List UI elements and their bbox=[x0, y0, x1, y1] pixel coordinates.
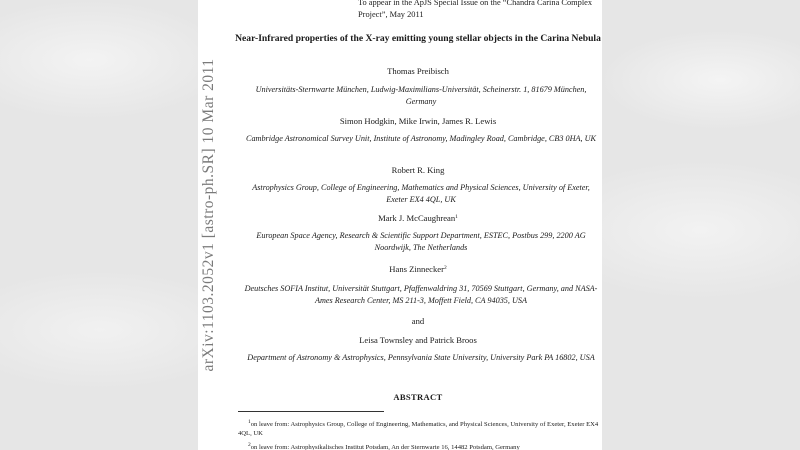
author-line: Thomas Preibisch bbox=[387, 66, 449, 76]
paper-page bbox=[198, 0, 602, 450]
and-word: and bbox=[411, 316, 425, 326]
abstract-heading: ABSTRACT bbox=[393, 392, 443, 402]
footnote: $^2$on leave from: Astrophysikalisches Institut Potsdam, An der Sternwarte 16, 14482 Potsdam, Germany bbox=[248, 442, 520, 450]
paper-title: Near-Infrared properties of the X-ray emitting young stellar objects in the Carina Nebula bbox=[235, 33, 601, 44]
affiliation: Department of Astronomy & Astrophysics, Pennsylvania State University, University Park PA 16802, USA bbox=[247, 353, 595, 362]
affiliation: European Space Agency, Research & Scientific Support Department, ESTEC, Postbus 299, 2200 AG Noordwijk, The Netherlands bbox=[256, 231, 586, 252]
affiliation: Deutsches SOFIA Institut, Universität Stuttgart, Pfaffenwaldring 31, 70569 Stuttgart, Germany, and NASA-Ames Research Center, MS 211-3, Moffett Field, CA 94035, USA bbox=[244, 284, 598, 305]
affiliation: Cambridge Astronomical Survey Unit, Institute of Astronomy, Madingley Road, Cambridge, CB3 0HA, UK bbox=[246, 134, 596, 143]
affiliation: Astrophysics Group, College of Engineering, Mathematics and Physical Sciences, University of Exeter, Exeter EX4 4QL, UK bbox=[252, 183, 590, 204]
footnote-mark: 2 bbox=[443, 265, 447, 271]
footnote: $^1$on leave from: Astrophysics Group, College of Engineering, Mathematics, and Physical Sciences, University of Exeter, Exeter EX4 4QL, UK bbox=[238, 419, 599, 438]
affiliation: Universitäts-Sternwarte München, Ludwig-Maximilians-Universität, Scheinerstr. 1, 81679 München, Germany bbox=[255, 85, 587, 106]
author-line: Robert R. King bbox=[391, 165, 445, 175]
author-line: Simon Hodgkin, Mike Irwin, James R. Lewis bbox=[339, 116, 497, 126]
author-line: Mark J. McCaughrean$^1$ bbox=[378, 213, 458, 223]
author-line: Hans Zinnecker$^2$ bbox=[389, 264, 447, 274]
journal-note: To appear in the ApJS Special Issue on the “Chandra Carina Complex Project”, May 2011 bbox=[358, 0, 593, 19]
footnote-rule bbox=[238, 411, 384, 412]
author-line: Leisa Townsley and Patrick Broos bbox=[359, 335, 477, 345]
footnote-mark: 1 bbox=[455, 214, 458, 220]
arxiv-stamp: arXiv:1103.2052v1 [astro-ph.SR] 10 Mar 2011 bbox=[200, 58, 217, 372]
